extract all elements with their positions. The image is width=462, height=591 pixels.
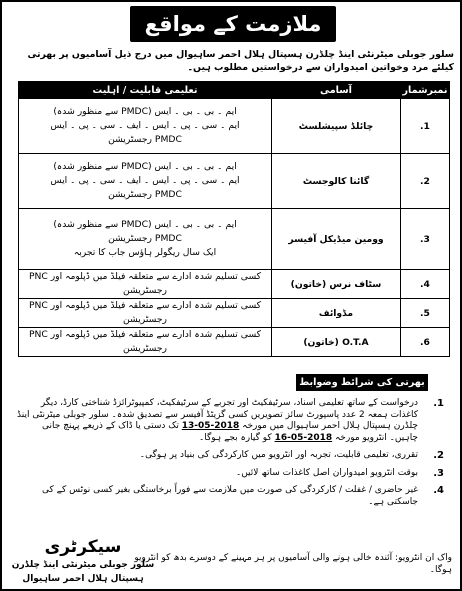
row-post: وومین میڈیکل آفیسر [272,209,401,270]
row-qualification [19,209,272,270]
signatory-title: سیکرٹری [44,537,122,557]
vacancies-table [18,81,450,357]
row-serial: 5. [401,299,450,328]
row-serial: 3. [401,209,450,270]
condition-number: 1. [433,398,444,409]
qualification-line: ایم ۔ بی ۔ بی ۔ ایس (PMDC سے منظور شدہ) [53,161,237,172]
condition-text: تک دستی یا ڈاک کے ذریعے پہنچ جانی چاہیں۔ انٹرویو مورخہ [42,421,418,443]
condition-item [16,398,448,444]
table-row [19,328,450,357]
walk-in-interview-note: واک ان انٹرویو: آئندہ خالی ہونے والی آسامیوں پر ہر مہینے کے دوسرے بدھ کو انٹرویو ہوگا۔ [134,553,452,575]
condition-text: تصویریں کسی گزیٹڈ آفیسر سے تصدیق شدہ۔ سلور جوبلی میٹرنٹی اینڈ چلڈرن ہسپتال ہلال احمر ساہیوال میں مورخہ [17,409,418,431]
interview-date: 16-05-2018 [274,432,333,443]
row-post: سٹاف نرس (خاتون) [272,270,401,299]
row-qualification: کسی تسلیم شدہ ادارے سے متعلقہ فیلڈ میں ڈپلومہ اور PNC رجسٹریشن [19,328,272,357]
table-row [19,299,450,328]
header-serial: نمبرشمار [401,82,450,99]
condition-text: درخواست کے ساتھ تعلیمی اسناد، سرٹیفکیٹ اور تجربے کے سرٹیفکیٹ، کمپیوٹرائزڈ شناختی کارڈ، دیگر کاغذات ہمعہ 2 عدد پاسپورٹ سائز [40,398,418,420]
table-header-row [19,82,450,99]
qualification-line: PMDC رجسٹریشن [108,189,182,200]
conditions-list [16,398,448,514]
table-row [19,99,450,154]
conditions-title: بھرتی کی شرائط وضوابط [296,374,428,391]
signatory-organization: سلور جوبلی میٹرنٹی اینڈ چلڈرن ہسپتال ہلال احمر ساہیوال [11,560,155,584]
qualification-line: PMDC رجسٹریشن [108,233,182,244]
qualification-line: PMDC رجسٹریشن [108,134,182,145]
row-serial: 6. [401,328,450,357]
condition-item [16,468,448,480]
qualification-line: ایم ۔ بی ۔ بی ۔ ایس (PMDC سے منظور شدہ) [53,219,237,230]
header-post: آسامی [272,82,401,99]
condition-text: بوقت انٹرویو امیدواران اصل کاغذات ساتھ لائیں۔ [235,467,418,478]
table-row [19,270,450,299]
row-serial: 1. [401,99,450,154]
row-serial: 2. [401,154,450,209]
condition-item [16,485,448,508]
signature-block [8,536,158,586]
qualification-line: ایک سال ریگولر ہاؤس جاب کا تجربہ [73,247,217,258]
table-row [19,209,450,270]
condition-text: تقرری، تعلیمی قابلیت، تجربہ اور انٹرویو میں کارکردگی کی بنیاد پر ہوگی۔ [139,450,418,460]
qualification-line: ایم ۔ بی ۔ بی ۔ ایس (PMDC سے منظور شدہ) [53,106,237,117]
condition-text: کو گیارہ بجے ہوگا۔ [198,432,272,443]
condition-number: 4. [433,485,444,496]
row-serial: 4. [401,270,450,299]
row-qualification [19,154,272,209]
row-qualification: کسی تسلیم شدہ ادارے سے متعلقہ فیلڈ میں ڈپلومہ اور PNC رجسٹریشن [19,270,272,299]
last-date: 13-05-2018 [181,421,240,431]
intro-text: سلور جوبلی میٹرنٹی اینڈ چلڈرن ہسپتال ہلال احمر ساہیوال میں درج ذیل آسامیوں پر بھرتی کیلئے مرد وخواتین امیدواران سے درخواستیں مطلوب ہیں۔ [27,49,454,73]
row-qualification [19,99,272,154]
condition-item [16,450,448,462]
row-post: O.T.A (خاتون) [272,328,401,357]
row-qualification: کسی تسلیم شدہ ادارے سے متعلقہ فیلڈ میں ڈپلومہ اور PNC رجسٹریشن [19,299,272,328]
condition-number: 3. [433,467,444,479]
row-post: مڈوائف [272,299,401,328]
condition-number: 2. [433,450,444,461]
table-row [19,154,450,209]
page-title: ملازمت کے مواقع [130,6,336,42]
row-post: گائنا کالوجسٹ [272,154,401,209]
row-post: چائلڈ سپیشلسٹ [272,99,401,154]
header-qualification: تعلیمی قابلیت / اہلیت [19,82,272,99]
condition-text: غیر حاضری / غفلت / کارکردگی کی صورت میں ملازمت سے فوراً برخاستگی بغیر کسی نوٹس کے کی جاسکتی ہے۔ [42,485,418,507]
qualification-line: ایم ۔ سی ۔ پی ۔ ایس ۔ ایف ۔ سی ۔ پی ۔ ایس [50,120,240,131]
qualification-line: ایم ۔ سی ۔ پی ۔ ایس ۔ ایف ۔ سی ۔ پی ۔ ایس [50,175,240,186]
